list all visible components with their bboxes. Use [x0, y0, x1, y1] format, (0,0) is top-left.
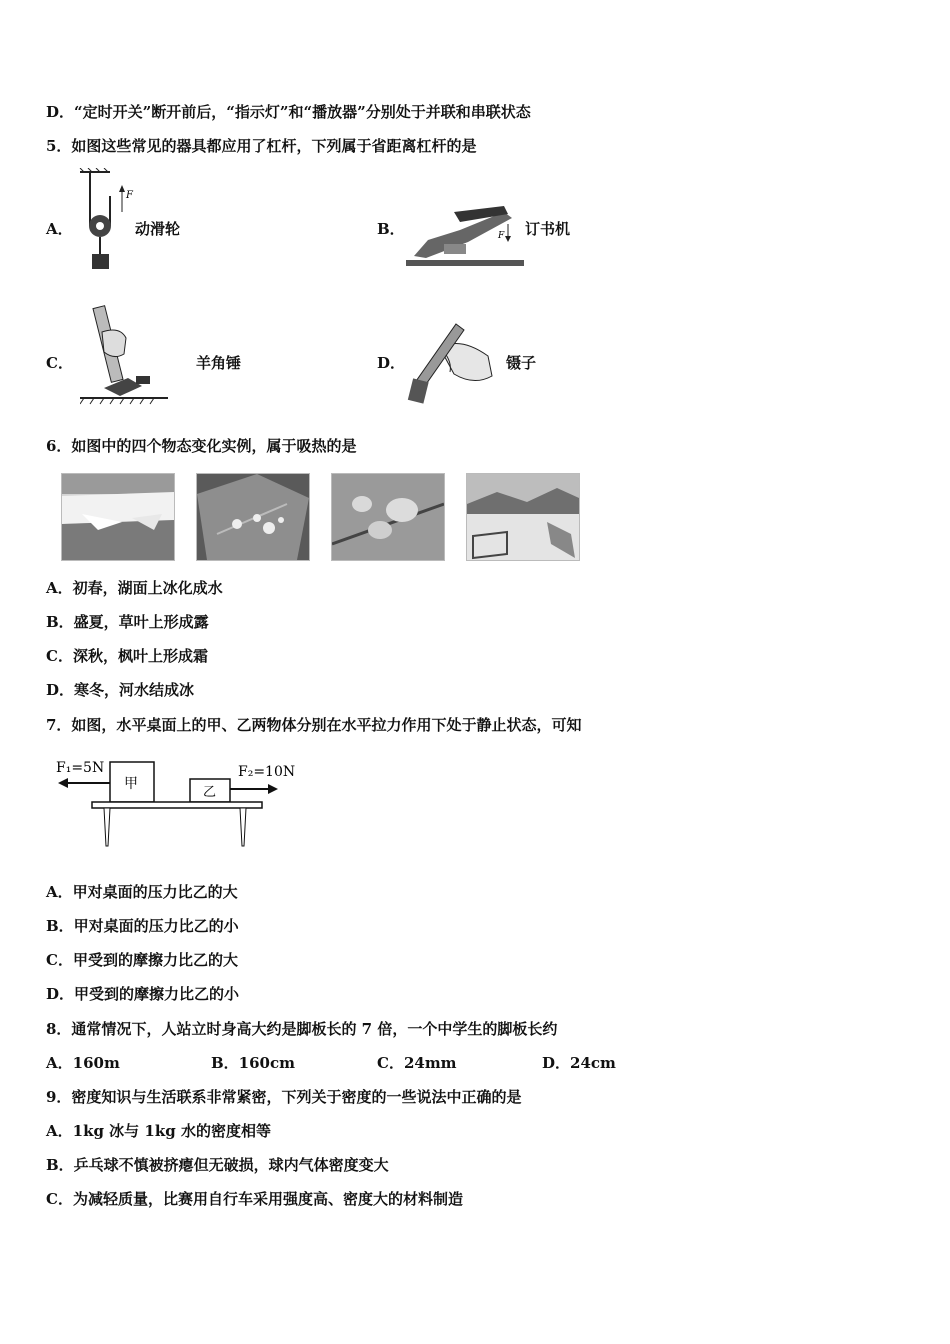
block-jia-label: 甲 — [124, 776, 138, 792]
question-6: 6．如图中的四个物态变化实例，属于吸热的是 — [46, 437, 357, 455]
q6-option-c: C．深秋，枫叶上形成霜 — [46, 647, 208, 665]
q5-option-c-caption: 羊角锤 — [196, 354, 242, 372]
q8-option-c: C．24mm — [377, 1054, 457, 1072]
claw-hammer-figure — [80, 302, 170, 406]
q7-option-c: C．甲受到的摩擦力比乙的大 — [46, 951, 238, 969]
tweezers-figure — [404, 322, 496, 408]
q5-option-d-caption: 镊子 — [506, 354, 537, 372]
question-9: 9．密度知识与生活联系非常紧密，下列关于密度的一些说法中正确的是 — [46, 1088, 522, 1106]
q6-option-d: D．寒冬，河水结成冰 — [46, 681, 195, 699]
q4-option-d: D．“定时开关”断开前后，“指示灯”和“播放器”分别处于并联和串联状态 — [46, 103, 531, 121]
q5-option-a-letter: A． — [46, 220, 73, 238]
q8-option-a: A．160m — [46, 1054, 120, 1072]
q5-option-c-letter: C． — [46, 354, 73, 372]
stapler-figure — [404, 200, 526, 270]
q5-option-d-letter: D． — [377, 354, 406, 372]
frost-on-leaf-photo — [331, 473, 445, 561]
block-yi-label: 乙 — [203, 785, 217, 800]
question-5: 5．如图这些常见的器具都应用了杠杆，下列属于省距离杠杆的是 — [46, 137, 477, 155]
frozen-river-photo — [466, 473, 580, 561]
q9-option-c: C．为减轻质量，比赛用自行车采用强度高、密度大的材料制造 — [46, 1190, 463, 1208]
dew-on-leaf-photo — [196, 473, 310, 561]
q7-option-b: B．甲对桌面的压力比乙的小 — [46, 917, 239, 935]
q5-option-b-letter: B． — [377, 220, 405, 238]
ice-melting-photo — [61, 473, 175, 561]
question-7: 7．如图，水平桌面上的甲、乙两物体分别在水平拉力作用下处于静止状态，可知 — [46, 716, 582, 734]
pulley-figure — [76, 168, 136, 276]
q8-option-b: B．160cm — [211, 1054, 295, 1072]
q6-option-b: B．盛夏，草叶上形成露 — [46, 613, 209, 631]
pulley-force-label: F — [126, 190, 133, 201]
table-blocks-figure — [54, 756, 304, 856]
q8-option-d: D．24cm — [542, 1054, 616, 1072]
q9-option-a: A．1kg 冰与 1kg 水的密度相等 — [46, 1122, 271, 1140]
force-f2-label: F₂=10N — [238, 764, 296, 780]
force-f1-label: F₁=5N — [56, 760, 105, 776]
stapler-force-label: F — [498, 231, 505, 241]
q7-option-a: A．甲对桌面的压力比乙的大 — [46, 883, 238, 901]
q5-option-b-caption: 订书机 — [525, 220, 571, 238]
q6-option-a: A．初春，湖面上冰化成水 — [46, 579, 223, 597]
q7-option-d: D．甲受到的摩擦力比乙的小 — [46, 985, 240, 1003]
q5-option-a-caption: 动滑轮 — [135, 220, 181, 238]
question-8: 8．通常情况下，人站立时身高大约是脚板长的 7 倍，一个中学生的脚板长约 — [46, 1020, 558, 1038]
q9-option-b: B．乒乓球不慎被挤瘪但无破损，球内气体密度变大 — [46, 1156, 389, 1174]
